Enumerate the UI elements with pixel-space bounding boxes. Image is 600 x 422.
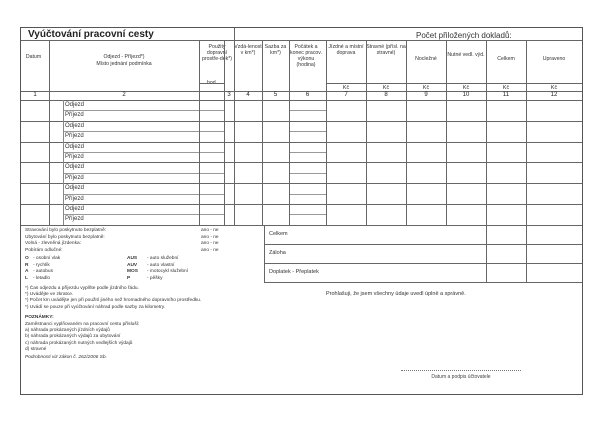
col-distance-header: Vzdá-lenost v km*): [234, 44, 262, 56]
column-number: 1: [33, 92, 37, 98]
footnote: *) Uvádí se pouze při vyúčtování náhrad podle sazby za kilometry.: [25, 304, 166, 310]
col-vehicle-header: Použitý dopravní prostře-dek*): [202, 44, 232, 62]
meals-line-value: ano - ne: [201, 247, 219, 253]
column-number: 11: [502, 92, 510, 98]
route-row-label: Příjezd: [65, 216, 84, 223]
column-number: 2: [122, 92, 126, 98]
column-number: 3: [227, 92, 231, 98]
meals-line-label: Pobírám odlučné:: [25, 247, 63, 253]
notes-title: POZNÁMKY:: [25, 315, 54, 320]
docs-count-label: Počet přiložených dokladů:: [416, 31, 512, 40]
currency-label: Kč: [342, 85, 350, 91]
col-fare-header: Jízdné a místní doprava: [328, 44, 364, 56]
route-row-label: Příjezd: [65, 195, 84, 202]
meals-line-value: ano - ne: [201, 241, 219, 246]
footnote: *) Uvádějte ve zkratce.: [25, 292, 74, 298]
col-lodging-header: Nocležné: [415, 56, 437, 62]
column-number: 6: [305, 92, 310, 98]
vehicle-code-d2: - auto služební: [147, 256, 179, 261]
legal-reference: Podrobnosti viz zákon č. 262/2006 Sb.: [25, 355, 107, 360]
vehicle-code-c1: O: [25, 256, 29, 261]
signature-line: [401, 370, 521, 371]
column-number: 9: [424, 92, 428, 98]
summary-advance-label: Záloha: [269, 250, 286, 256]
vehicle-code-c2: AUV: [127, 262, 138, 268]
col-begin-header: Počátek a konec pracov. výkonu (hodina): [290, 44, 322, 68]
meals-line-value: ano - ne: [201, 234, 219, 240]
vehicle-code-c2: P: [127, 275, 131, 281]
currency-label: Kč: [422, 85, 430, 91]
route-row-label: Odjezd: [65, 185, 85, 192]
route-row-label: Odjezd: [65, 143, 85, 150]
vehicle-code-c2: AUS: [127, 256, 138, 261]
col-date-header: Datum: [25, 54, 42, 60]
note-line: Zaměstnanci vyplňovaném na pracovní cestu přísluší:: [25, 322, 140, 327]
meals-line-label: Stravování bylo poskytnuto bezplatně:: [25, 228, 107, 233]
col-meals-header: Stravné (přísl. na stravné): [366, 44, 406, 56]
route-row-label: Příjezd: [65, 174, 84, 181]
footnote: *) Počet km uvádějte jen při použití jiného než hromadného dopravního prostředku.: [25, 298, 202, 304]
col-adjusted-header: Upraveno: [542, 56, 566, 62]
route-row-label: Příjezd: [65, 154, 84, 160]
route-row-label: Příjezd: [65, 112, 84, 119]
summary-total-label: Celkem: [269, 231, 288, 237]
footnote: *) Čas odjezdu a příjezdu vyplňte podle jízdního řádu.: [25, 286, 139, 291]
column-number: 4: [246, 92, 250, 98]
col-rate-header: Sazba za km*): [264, 44, 287, 56]
currency-label: Kč: [382, 85, 390, 91]
column-number: 7: [344, 92, 348, 98]
vehicle-code-c1: L: [25, 275, 28, 281]
col-other-header: Nutné vedl. výd.: [447, 52, 485, 58]
meals-line-value: ano - ne: [201, 228, 219, 233]
currency-label: Kč: [462, 85, 470, 91]
vehicle-code-c1: A: [25, 269, 29, 275]
meals-line-label: Ubytování bylo poskytnuto bezplatně:: [25, 234, 105, 240]
meals-line-label: Volná - zlevněná jízdenka:: [25, 241, 82, 246]
currency-label: Kč: [502, 85, 510, 91]
col-route-header-1: Odjezd - Příjezd*): [103, 54, 145, 60]
note-line: c) náhrada prokázaných nutných vedlejších výdajů: [25, 340, 133, 346]
declaration-text: Prohlašuji, že jsem všechny údaje uvedl úplně a správně.: [326, 291, 466, 297]
summary-topay-label: Doplatek - Přeplatek: [269, 269, 319, 275]
travel-expense-form: [20, 27, 583, 395]
vehicle-code-d1: - rychlík: [33, 262, 50, 268]
column-number: 12: [550, 92, 558, 98]
vehicle-code-d2: - auto vlastní: [147, 262, 175, 268]
note-line: a) náhrada prokázaných jízdních výdajů: [25, 328, 110, 334]
col-route-header-2: Místo jednání podmínka: [96, 61, 152, 67]
form-title: Vyúčtování pracovní cesty: [28, 29, 154, 40]
vehicle-code-c1: R: [25, 262, 29, 268]
column-number: 10: [462, 92, 470, 98]
vehicle-code-d1: - osobní vlak: [33, 256, 61, 261]
vehicle-code-d2: - motocykl služební: [147, 269, 189, 275]
currency-label: Kč: [550, 85, 558, 91]
route-row-label: Příjezd: [65, 133, 84, 140]
route-row-label: Odjezd: [65, 164, 85, 171]
col-hod-label: hod.: [206, 80, 218, 86]
route-row-label: Odjezd: [65, 102, 85, 108]
column-number: 8: [384, 92, 388, 98]
vehicle-code-d1: - letadlo: [33, 275, 51, 281]
vehicle-code-c2: MOS: [127, 269, 138, 275]
col-total-header: Celkem: [497, 56, 515, 62]
vehicle-code-d2: - pěšky: [147, 275, 163, 281]
vehicle-code-d1: - autobus: [33, 269, 54, 275]
column-number: 5: [273, 92, 278, 98]
note-line: d) stravné: [25, 346, 47, 352]
signature-label: Datum a podpis účtovatele: [431, 374, 491, 380]
route-row-label: Odjezd: [65, 122, 85, 129]
route-row-label: Odjezd: [65, 206, 85, 212]
note-line: b) náhrada prokázaných výdajů za ubytování: [25, 334, 121, 340]
